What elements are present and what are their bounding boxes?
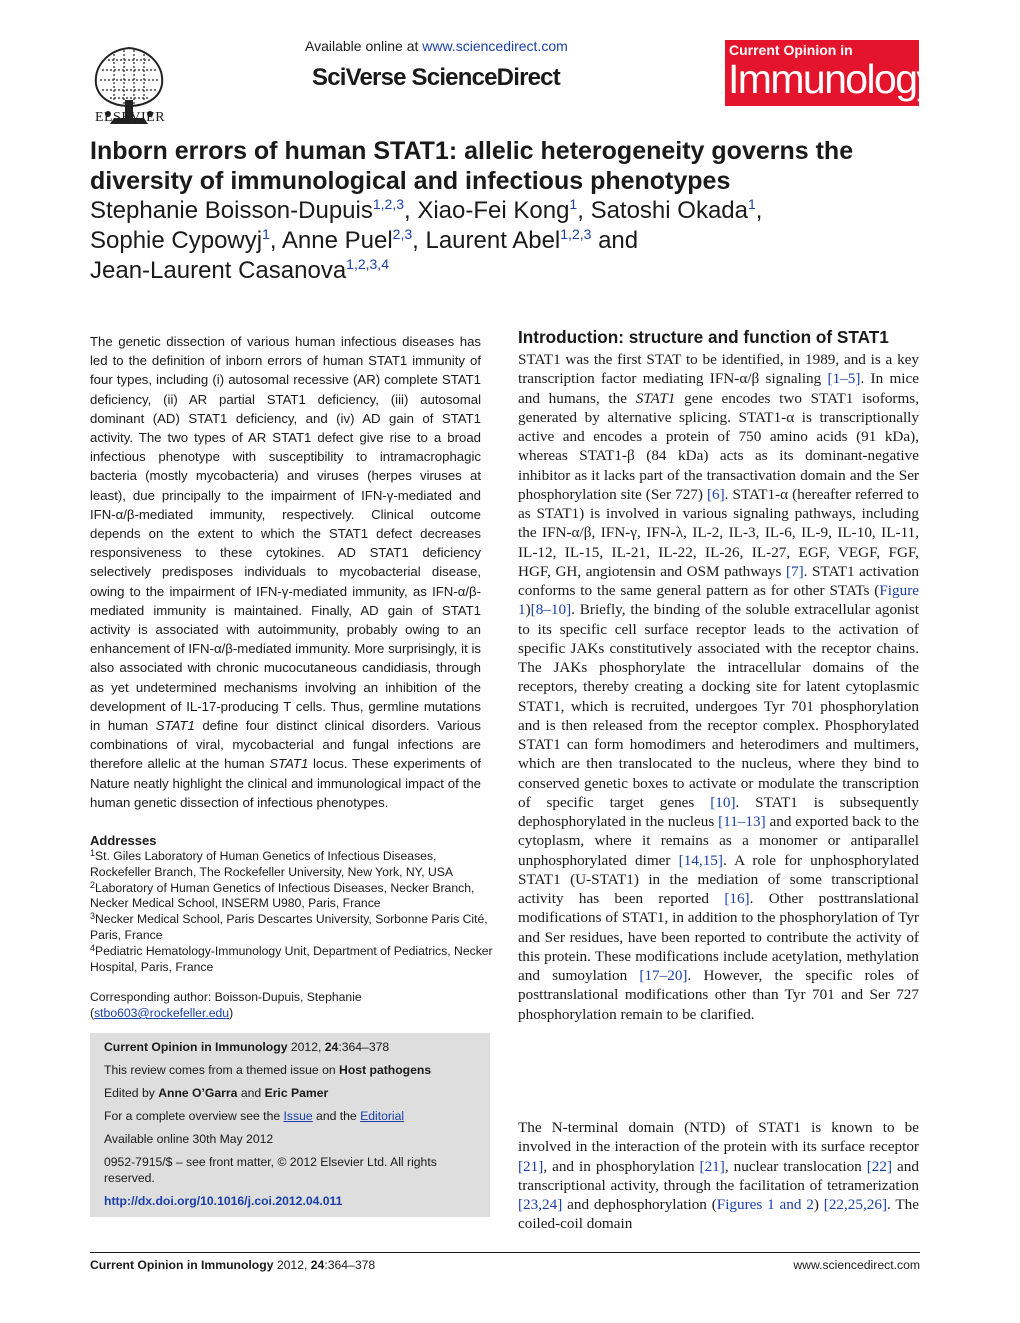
reference-link[interactable]: [7]: [785, 562, 804, 580]
sciencedirect-link[interactable]: www.sciencedirect.com: [422, 38, 568, 54]
paragraph-text: . Briefly, the binding of the soluble extracellular agonist to its specific cell surface receptor leads to the activation of specific JAKs constitutively associated with the receptor chains. The JAKs phosphorylate the intracellular domains of the receptors, thereby creating a docking site for latent cytoplasmic STAT1, which is recruited, undergoes Tyr 701 phosphorylation and is then released from the receptor complex. Phosphorylated STAT1 can form homodimers and heterodimers and multimers, which are then translocated to the nucleus, where they bind to conserved genetic boxes to activate or modulate the transcription of specific target genes: [518, 601, 919, 811]
author-name: Xiao-Fei Kong: [417, 197, 570, 224]
editor-name: Eric Pamer: [264, 1086, 329, 1100]
issn-line: 0952-7915/$ – see front matter, © 2012 Elsevier Ltd. All rights: [104, 1155, 437, 1169]
author-affiliation[interactable]: 1,2,3: [560, 226, 592, 242]
author-separator: ,: [403, 197, 418, 224]
footer-citation: [90, 1258, 375, 1272]
themed-issue-line: [104, 1063, 431, 1077]
reference-link[interactable]: [8–10]: [530, 601, 572, 619]
author-affiliation[interactable]: 1,2,3,4: [346, 256, 389, 272]
author-name: Sophie Cypowyj: [90, 227, 263, 254]
body-paragraph: [518, 350, 919, 1024]
author-name: Jean-Laurent Casanova: [90, 257, 347, 284]
footer-year: 2012,: [273, 1258, 311, 1272]
edited-by-line: [104, 1086, 328, 1100]
footer-pages: :364–378: [324, 1258, 376, 1272]
author-separator: ,: [412, 227, 426, 254]
reference-link[interactable]: [21]: [518, 1157, 544, 1175]
paragraph-text: ): [525, 601, 531, 619]
journal-name: Current Opinion in Immunology: [104, 1040, 288, 1054]
paragraph-text: gene encodes two STAT1 isoforms, generated by alternative splicing. STAT1-α is transcriptionally active and encodes a protein of 750 amino acids (91 kDa), whereas STAT1-β (84 kDa) acts as its dominant-negative inhibitor as it lacks part of the transactivation domain and the Ser phosphorylation site (Ser 727): [518, 389, 920, 503]
article-title: Inborn errors of human STAT1: allelic heterogeneity governs the diversity of immunological and infectious phenotypes: [90, 137, 854, 195]
reference-link[interactable]: [23,24]: [518, 1196, 563, 1213]
addresses-heading: Addresses: [90, 833, 157, 848]
issue-link[interactable]: Issue: [283, 1109, 313, 1123]
editors-and: and: [237, 1086, 265, 1100]
address-list: [90, 849, 500, 975]
author-list: [90, 196, 920, 286]
doi-link[interactable]: http://dx.doi.org/10.1016/j.coi.2012.04.011: [104, 1194, 343, 1208]
publisher-name: ELSEVIER: [94, 110, 166, 125]
author-name: Laurent Abel: [425, 227, 561, 254]
paragraph-text: and dephosphorylation (: [562, 1196, 717, 1213]
paragraph-text: . A role for unphosphorylated STAT1 (U-STAT1) in the mediation of some transcriptional activity has been reported: [518, 851, 919, 907]
available-prefix: Available online at: [305, 38, 423, 54]
overview-line: [104, 1109, 404, 1123]
author-separator: ,: [577, 197, 591, 224]
platform-name: SciVerse ScienceDirect: [312, 64, 560, 91]
editorial-link[interactable]: Editorial: [360, 1109, 405, 1123]
author-name: Satoshi Okada: [590, 197, 748, 224]
reference-link[interactable]: [16]: [724, 890, 750, 907]
author-separator: ,: [269, 227, 282, 254]
reference-link[interactable]: [17–20]: [639, 967, 688, 984]
corresponding-author-label: Corresponding author: Boisson-Dupuis, Stephanie: [90, 990, 362, 1004]
author-name: Anne Puel: [281, 227, 393, 254]
paragraph-text: ): [813, 1196, 824, 1213]
editor-name: Anne O’Garra: [158, 1086, 238, 1100]
paragraph-text: , and in phosphorylation: [543, 1157, 700, 1175]
address-text: Pediatric Hematology-Immunology Unit, Department of Pediatrics, Necker Hospital, Paris, France: [90, 943, 493, 974]
author-affiliation[interactable]: 1: [262, 226, 270, 242]
available-online-line: [305, 38, 568, 54]
address-item: [90, 912, 500, 944]
address-text: Laboratory of Human Genetics of Infectious Diseases, Necker Branch, Necker Medical School, INSERM U980, Paris, France: [90, 880, 475, 911]
paragraph-text: . STAT1 is subsequently dephosphorylated in the nucleus: [518, 793, 919, 830]
author-affiliation[interactable]: 1: [748, 196, 756, 212]
author-name: Stephanie Boisson-Dupuis: [90, 197, 373, 224]
reference-link[interactable]: [1–5]: [827, 370, 861, 388]
journal-logo: [725, 40, 936, 106]
footer-url: www.sciencedirect.com: [793, 1258, 920, 1272]
available-online-date: Available online 30th May 2012: [104, 1132, 274, 1146]
reference-link[interactable]: [14,15]: [678, 851, 723, 869]
address-text: Necker Medical School, Paris Descartes University, Sorbonne Paris Cité, Paris, France: [90, 912, 488, 942]
reference-link[interactable]: [21]: [699, 1157, 725, 1175]
citation-volume: 24: [324, 1040, 339, 1054]
footer-divider: [90, 1252, 920, 1253]
corresponding-email-link[interactable]: stbo603@rockefeller.edu: [94, 1006, 230, 1020]
paren: ): [229, 1006, 234, 1020]
author-affiliation[interactable]: 1: [569, 196, 578, 212]
paragraph-text: . The coiled-coil domain: [518, 1196, 919, 1233]
paragraph-text: and transcriptional activity, through the facilitation of tetramerization: [518, 1157, 919, 1194]
abstract-gene-name: STAT1: [155, 718, 195, 734]
paragraph-text: . STAT1-α (hereafter referred to as STAT1) is involved in various signaling pathways, including the IFN-α/β, IFN-γ, IFN-λ, IL-2, IL-3, IL-6, IL-9, IL-10, IL-11, IL-12, IL-15, IL-21, IL-22, IL-26, IL-27, EGF, VEGF, FGF, HGF, GH, angiotensin and OSM pathways: [518, 485, 919, 580]
paragraph-text: , nuclear translocation: [724, 1157, 867, 1175]
author-affiliation[interactable]: 1,2,3: [372, 196, 404, 212]
paren: (: [90, 1006, 95, 1020]
abstract: [90, 332, 481, 812]
section-heading-introduction: Introduction: structure and function of STAT1: [518, 327, 889, 347]
overview-and: and the: [312, 1109, 361, 1123]
abstract-text: The genetic dissection of various human infectious diseases has led to the definition of inborn errors of human STAT1 immunity of four types, including (i) autosomal recessive (AR) complete STAT1 deficiency, (ii) AR partial STAT1 deficiency, (iii) autosomal dominant (AD) STAT1 deficiency, and (iv) AD gain of STAT1 activity. The two types of AR STAT1 defect give rise to a broad infectious phenotype with susceptibility to intramacrophagic bacteria (mostly mycobacteria) and viruses (herpes viruses at least), due principally to the impairment of IFN-γ-mediated and IFN-α/β-mediated immunity, respectively. Clinical outcome depends on the extent to which the STAT1 defect decreases responsiveness to these cytokines. AD STAT1 deficiency selectively predisposes individuals to mycobacterial disease, owing to the impairment of IFN-γ-mediated immunity, as IFN-α/β-mediated immunity is maintained. Finally, AD gain of STAT1 activity is associated with autoimmunity, probably owing to an enhancement of IFN-α/β-mediated immunity. More surprisingly, it is also associated with chronic mucocutaneous candidiasis, through as yet undetermined mechanisms involving an inhibition of the development of IL-17-producing T cells. Thus, germline mutations in human: [90, 334, 481, 734]
citation-year: 2012,: [287, 1040, 325, 1054]
reference-link[interactable]: [11–13]: [718, 813, 766, 830]
themed-topic: Host pathogens: [339, 1063, 432, 1077]
reference-link[interactable]: Figures 1 and 2: [716, 1196, 814, 1213]
gene-name: STAT1: [635, 389, 676, 407]
address-number: 2: [90, 879, 96, 890]
abstract-text: define four distinct clinical disorders. Various combinations of viral, mycobacterial and fungal infections are therefore allelic at the human: [90, 718, 481, 772]
article-info-box: [90, 1033, 490, 1217]
reference-link[interactable]: [10]: [710, 793, 736, 811]
footer-volume: 24: [310, 1258, 325, 1272]
footer-journal-name: Current Opinion in Immunology: [90, 1258, 274, 1272]
reference-link[interactable]: [22]: [866, 1157, 893, 1175]
abstract-text: locus. These experiments of Nature neatly highlight the clinical and immunological impact of the human genetic dissection of infectious phenotypes.: [90, 756, 481, 810]
citation-pages: :364–378: [338, 1040, 390, 1054]
reference-link[interactable]: [22,25,26]: [823, 1196, 888, 1213]
abstract-gene-name: STAT1: [269, 756, 309, 772]
journal-logo-bottom: Immunology: [728, 56, 936, 102]
address-item: [90, 881, 500, 913]
paragraph-text: The N-terminal domain (NTD) of STAT1 is known to be involved in the interaction of the protein with its surface receptor: [518, 1119, 919, 1156]
reference-link[interactable]: Figure 1: [518, 582, 919, 619]
body-paragraph: [518, 1118, 919, 1234]
rights-reserved: reserved.: [104, 1171, 155, 1185]
paragraph-text: . However, the specific roles of posttranslational modifications other than Tyr 701 and Ser 727 phosphorylation remain to be clarified.: [518, 967, 919, 1023]
edited-prefix: Edited by: [104, 1086, 159, 1100]
author-separator: ,: [755, 197, 763, 224]
themed-prefix: This review comes from a themed issue on: [104, 1063, 340, 1077]
address-item: [90, 849, 500, 881]
reference-link[interactable]: [6]: [706, 485, 725, 503]
citation-line: [104, 1040, 389, 1054]
address-number: 1: [90, 848, 96, 858]
paragraph-text: . Other posttranslational modifications of STAT1, in addition to the phosphorylation of Tyr and Ser residues, have been reported to contribute the activity of this protein. These modifications include acetylation, methylation and sumoylation: [518, 890, 920, 984]
corresponding-author: [90, 989, 490, 1021]
address-number: 3: [90, 911, 96, 922]
address-number: 4: [90, 942, 96, 953]
paragraph-text: STAT1 was the first STAT to be identified, in 1989, and is a key transcription factor mediating IFN-α/β signaling: [518, 351, 919, 388]
paragraph-text: and exported back to the cytoplasm, where it remains as a monomer or antiparallel unphosphorylated dimer: [518, 813, 919, 869]
author-separator: and: [591, 227, 639, 254]
paragraph-text: . In mice and humans, the: [518, 370, 919, 407]
address-item: [90, 944, 500, 976]
paragraph-text: . STAT1 activation conforms to the same general pattern as for other STATs (: [518, 562, 919, 599]
overview-prefix: For a complete overview see the: [104, 1109, 284, 1123]
journal-logo-top: Current Opinion in: [729, 42, 853, 58]
author-affiliation[interactable]: 2,3: [392, 226, 413, 242]
address-text: St. Giles Laboratory of Human Genetics of Infectious Diseases, Rockefeller Branch, The Rockefeller University, New York, NY, USA: [90, 849, 454, 879]
